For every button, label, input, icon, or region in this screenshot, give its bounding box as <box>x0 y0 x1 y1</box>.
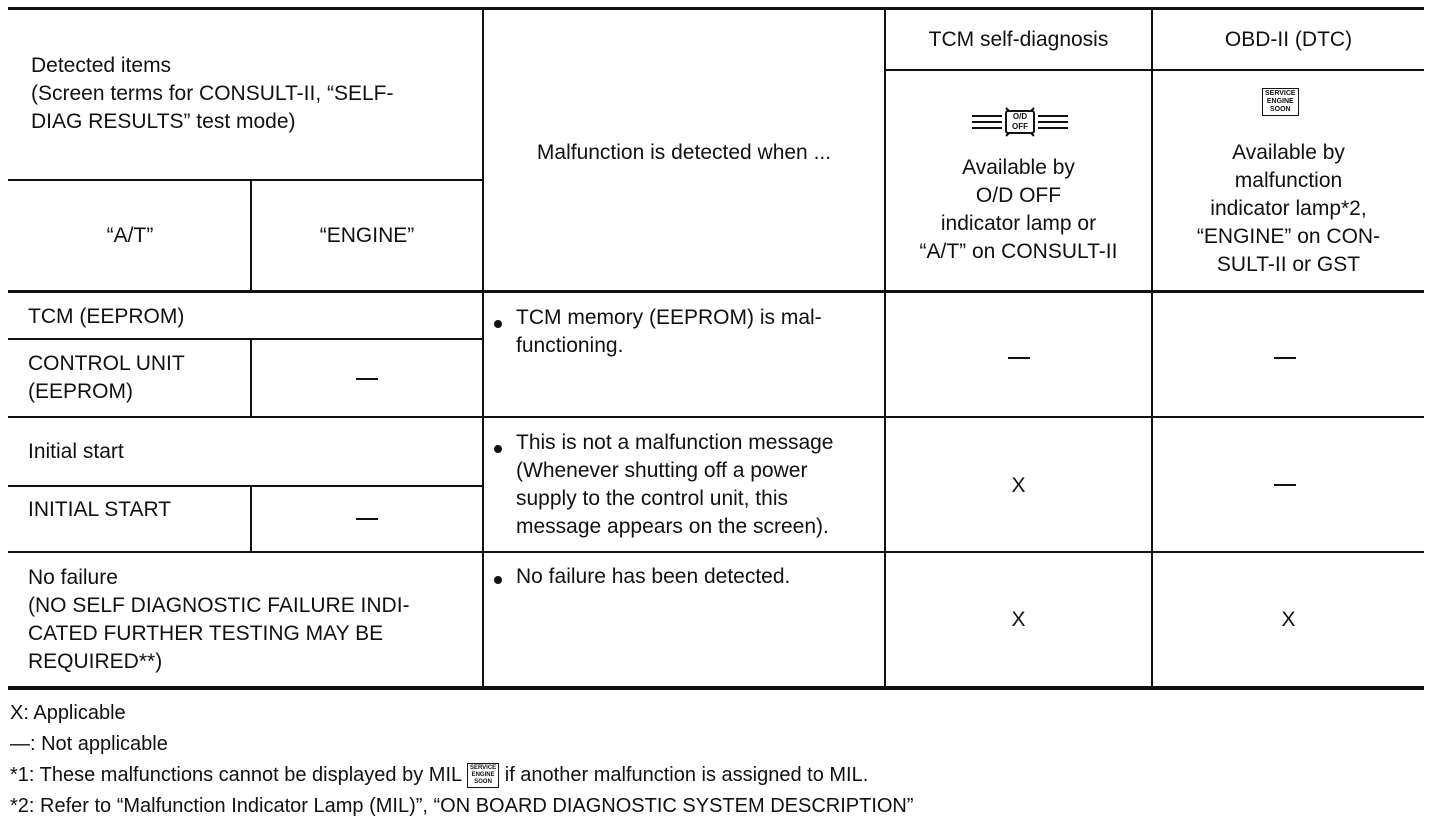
tcm-applicable: X <box>1011 474 1026 497</box>
legend-applicable: X: Applicable <box>10 702 126 724</box>
legend-not-applicable: —: Not applicable <box>10 733 168 755</box>
footnote-1-start: *1: These malfunctions cannot be displayed by MIL <box>10 764 462 786</box>
at-item: TCM (EEPROM) <box>28 305 185 328</box>
col-rule-engine-r2 <box>250 485 252 552</box>
condition-text: No failure has been detected. <box>516 565 791 588</box>
col-rule-engine-r1 <box>250 338 252 417</box>
bullet-icon <box>494 576 502 584</box>
tcm-self-diagnosis-header: TCM self-diagnosis <box>928 28 1109 51</box>
obd-dtc-header: OBD-II (DTC) <box>1224 28 1353 51</box>
detected-items-header: Detected items (Screen terms for CONSULT-II, “SELF- DIAG RESULTS” test mode) <box>31 54 394 133</box>
bullet-icon <box>494 320 502 328</box>
tcm-availability-text: Available by O/D OFF indicator lamp or “A/T” on CONSULT-II <box>919 156 1118 263</box>
engine-not-applicable <box>356 378 378 380</box>
at-column-header: “A/T” <box>106 224 154 247</box>
engine-column-header: “ENGINE” <box>319 224 415 247</box>
obd-not-applicable <box>1274 484 1296 486</box>
obd-availability-text: Available by malfunction indicator lamp*2, “ENGINE” on CON- SULT-II or GST <box>1196 141 1381 276</box>
engine-item: CONTROL UNIT (EEPROM) <box>28 352 185 403</box>
rule-row1-mid <box>8 338 483 340</box>
engine-not-applicable <box>356 518 378 520</box>
rule-row2-bottom <box>8 551 1424 553</box>
table-top-border <box>8 7 1424 10</box>
od-off-lamp-label: O/D OFF <box>1012 112 1028 131</box>
rule-row1-bottom <box>8 416 1424 418</box>
tcm-applicable: X <box>1011 608 1026 631</box>
at-item: No failure (NO SELF DIAGNOSTIC FAILURE INDI- CATED FURTHER TESTING MAY BE REQUIRED**) <box>28 566 410 673</box>
service-engine-soon-icon: SERVICE ENGINE SOON <box>1262 88 1299 116</box>
rule-header-left <box>8 179 483 181</box>
rule-header-right <box>885 69 1424 71</box>
at-item: Initial start <box>28 440 124 463</box>
bullet-icon <box>494 445 502 453</box>
col-rule-tcm <box>884 7 886 689</box>
footnote-2: *2: Refer to “Malfunction Indicator Lamp (MIL)”, “ON BOARD DIAGNOSTIC SYSTEM DESCRIPTION” <box>10 795 914 817</box>
engine-item: INITIAL START <box>28 498 172 521</box>
condition-text: This is not a malfunction message (Whenever shutting off a power supply to the control unit, this message appears on the screen). <box>516 431 834 538</box>
col-rule-obd <box>1151 7 1153 689</box>
service-engine-soon-icon: SERVICE ENGINE SOON <box>467 763 499 788</box>
rule-row2-mid <box>8 485 483 487</box>
table-bottom-border <box>8 686 1424 690</box>
od-off-lamp-icon <box>968 106 1072 138</box>
tcm-not-applicable <box>1008 357 1030 359</box>
obd-applicable: X <box>1281 608 1296 631</box>
footnote-1 <box>10 762 868 788</box>
malfunction-detected-header: Malfunction is detected when ... <box>536 141 832 164</box>
rule-header-bottom <box>8 290 1424 293</box>
obd-not-applicable <box>1274 357 1296 359</box>
footnote-1-end: if another malfunction is assigned to MIL. <box>504 764 869 786</box>
condition-text: TCM memory (EEPROM) is mal- functioning. <box>516 306 822 357</box>
col-rule-condition <box>482 7 484 689</box>
